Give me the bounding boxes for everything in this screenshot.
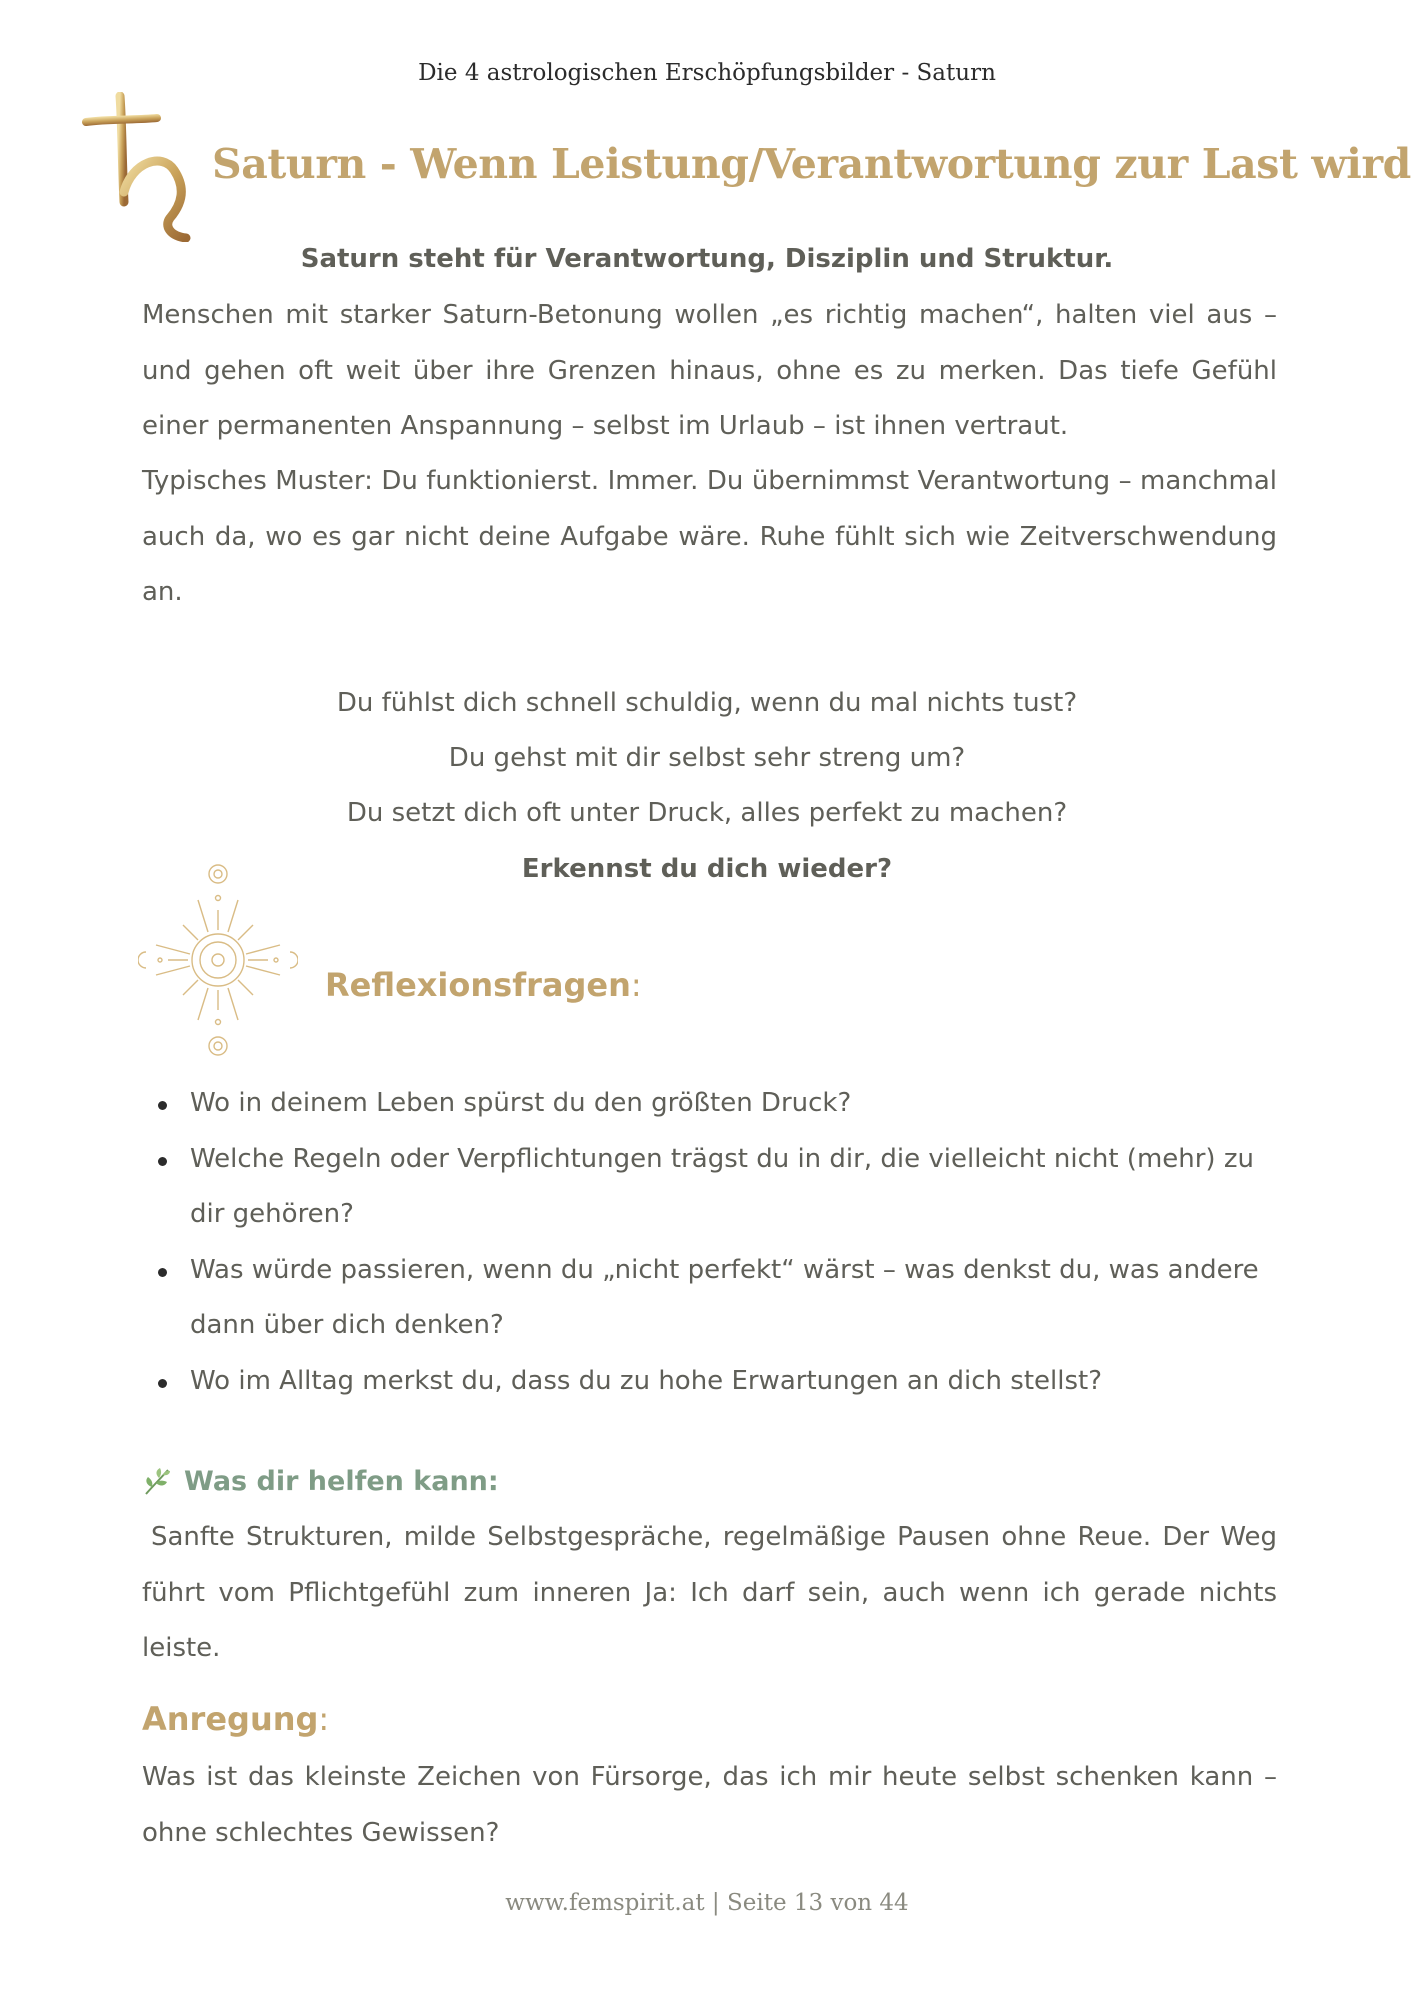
- reflection-list: [142, 1076, 1277, 1409]
- sun-ornament-icon: [138, 860, 298, 1060]
- intro-paragraph-2: Typisches Muster: Du funktionierst. Immer. Du übernimmst Verantwortung – manchmal auch da, wo es gar nicht deine Aufgabe wäre. Ruhe fühlt sich wie Zeitverschwendung an.: [142, 466, 1277, 607]
- question-line-1: Du fühlst dich schnell schuldig, wenn du mal nichts tust?: [336, 688, 1078, 718]
- reflection-heading-colon: :: [630, 966, 642, 1004]
- reflection-heading: [325, 966, 642, 1004]
- running-header: Die 4 astrologischen Erschöpfungsbilder - Saturn: [418, 60, 996, 86]
- list-item: [142, 1076, 1277, 1132]
- question-closing: Erkennst du dich wieder?: [521, 854, 893, 884]
- list-item-text: Welche Regeln oder Verpflichtungen trägst du in dir, die vielleicht nicht (mehr) zu dir gehören?: [190, 1143, 1254, 1229]
- suggestion-heading: [142, 1700, 329, 1738]
- page-footer: www.femspirit.at | Seite 13 von 44: [505, 1890, 909, 1916]
- list-item: [142, 1354, 1277, 1410]
- bullet-icon: [158, 1268, 167, 1277]
- saturn-symbol-icon: [82, 92, 202, 242]
- herb-leaf-icon: [142, 1467, 172, 1497]
- intro-paragraph-1: Menschen mit starker Saturn-Betonung wollen „es richtig machen“, halten viel aus – und gehen oft weit über ihre Grenzen hinaus, ohne es zu merken. Das tiefe Gefühl einer permanenten Anspannung – selbst im Urlaub – ist ihnen vertraut.: [142, 300, 1277, 441]
- reflection-heading-text: Reflexionsfragen: [325, 966, 631, 1004]
- list-item-text: Was würde passieren, wenn du „nicht perfekt“ wärst – was denkst du, was andere dann über dich denken?: [190, 1254, 1259, 1340]
- suggestion-heading-text: Anregung: [142, 1700, 319, 1738]
- list-item-text: Wo in deinem Leben spürst du den größten Druck?: [190, 1088, 852, 1118]
- list-item-text: Wo im Alltag merkst du, dass du zu hohe Erwartungen an dich stellst?: [190, 1365, 1103, 1396]
- bullet-icon: [158, 1101, 167, 1110]
- page-title: Saturn - Wenn Leistung/Verantwortung zur Last wird: [212, 140, 1411, 188]
- bullet-icon: [158, 1157, 167, 1166]
- suggestion-paragraph: Was ist das kleinste Zeichen von Fürsorge, das ich mir heute selbst schenken kann – ohne schlechtes Gewissen?: [142, 1762, 1277, 1848]
- question-line-2: Du gehst mit dir selbst sehr streng um?: [448, 743, 966, 773]
- help-heading-text: Was dir helfen kann:: [184, 1466, 499, 1497]
- help-paragraph: Sanfte Strukturen, milde Selbstgespräche, regelmäßige Pausen ohne Reue. Der Weg führt vom Pflichtgefühl zum inneren Ja: Ich darf sein, auch wenn ich gerade nichts leiste.: [142, 1522, 1277, 1663]
- list-item: [142, 1243, 1277, 1354]
- suggestion-heading-colon: :: [318, 1700, 330, 1738]
- question-line-3: Du setzt dich oft unter Druck, alles perfekt zu machen?: [346, 798, 1068, 828]
- intro-lead: Saturn steht für Verantwortung, Disziplin und Struktur.: [300, 244, 1114, 274]
- list-item: [142, 1132, 1277, 1243]
- help-heading: [142, 1466, 499, 1497]
- bullet-icon: [158, 1379, 167, 1388]
